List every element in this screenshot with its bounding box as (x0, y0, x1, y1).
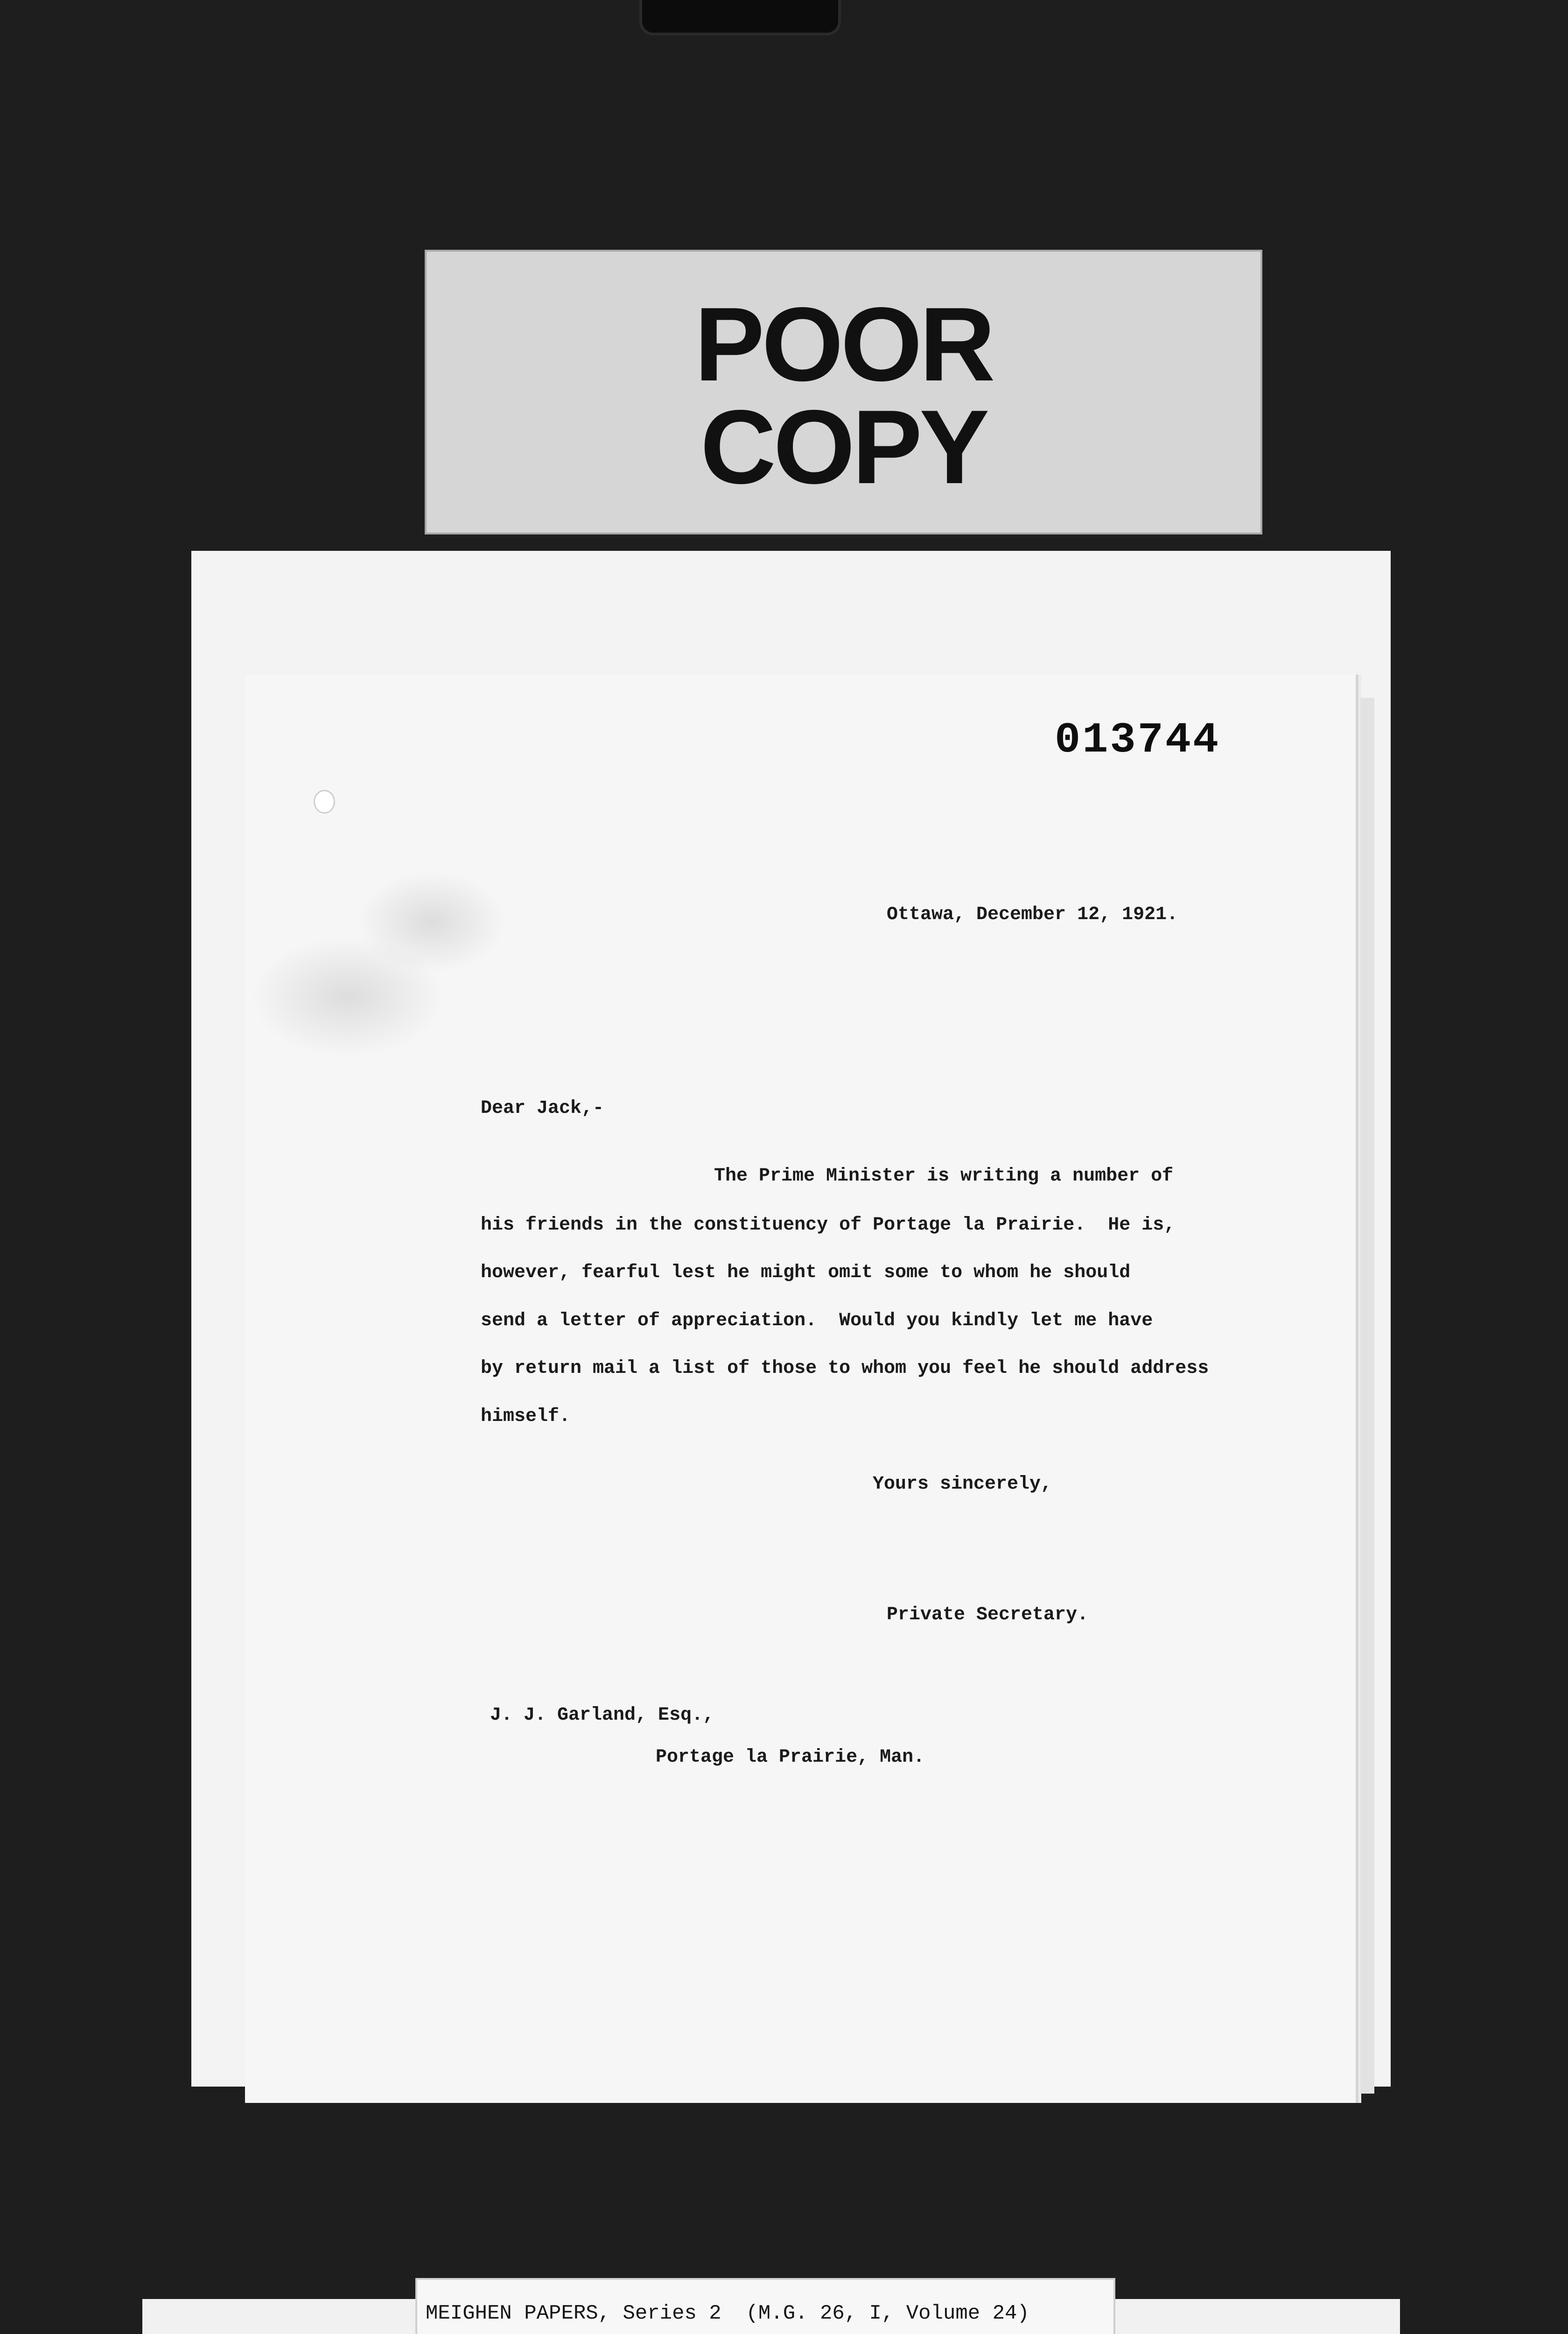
body-line: The Prime Minister is writing a number of (714, 1166, 1174, 1187)
page-edge (1360, 698, 1374, 2094)
document-number: 013744 (1055, 716, 1221, 765)
series-text: MEIGHEN PAPERS, Series 2 (M.G. 26, I, Volume 24) (426, 2302, 1029, 2325)
closing: Yours sincerely, (873, 1474, 1052, 1495)
page-smudge (357, 871, 506, 973)
punch-hole (315, 791, 334, 812)
signature-title: Private Secretary. (887, 1604, 1089, 1625)
body-line: himself. (481, 1406, 571, 1427)
addressee-name: J. J. Garland, Esq., (490, 1705, 714, 1726)
poor-copy-label (425, 250, 1262, 534)
letter-page (245, 675, 1356, 2103)
poor-copy-line-1: POOR (694, 285, 993, 403)
body-line: his friends in the constituency of Portage la Prairie. He is, (481, 1215, 1176, 1236)
poor-copy-line-2: COPY (700, 388, 987, 506)
dateline: Ottawa, December 12, 1921. (887, 904, 1178, 925)
film-clip (639, 0, 841, 35)
addressee-place: Portage la Prairie, Man. (656, 1747, 925, 1768)
body-line: by return mail a list of those to whom you feel he should address (481, 1358, 1209, 1379)
body-line: send a letter of appreciation. Would you kindly let me have (481, 1310, 1153, 1331)
body-line: however, fearful lest he might omit some to whom he should (481, 1262, 1131, 1283)
series-label (415, 2278, 1115, 2334)
salutation: Dear Jack,- (481, 1098, 604, 1119)
